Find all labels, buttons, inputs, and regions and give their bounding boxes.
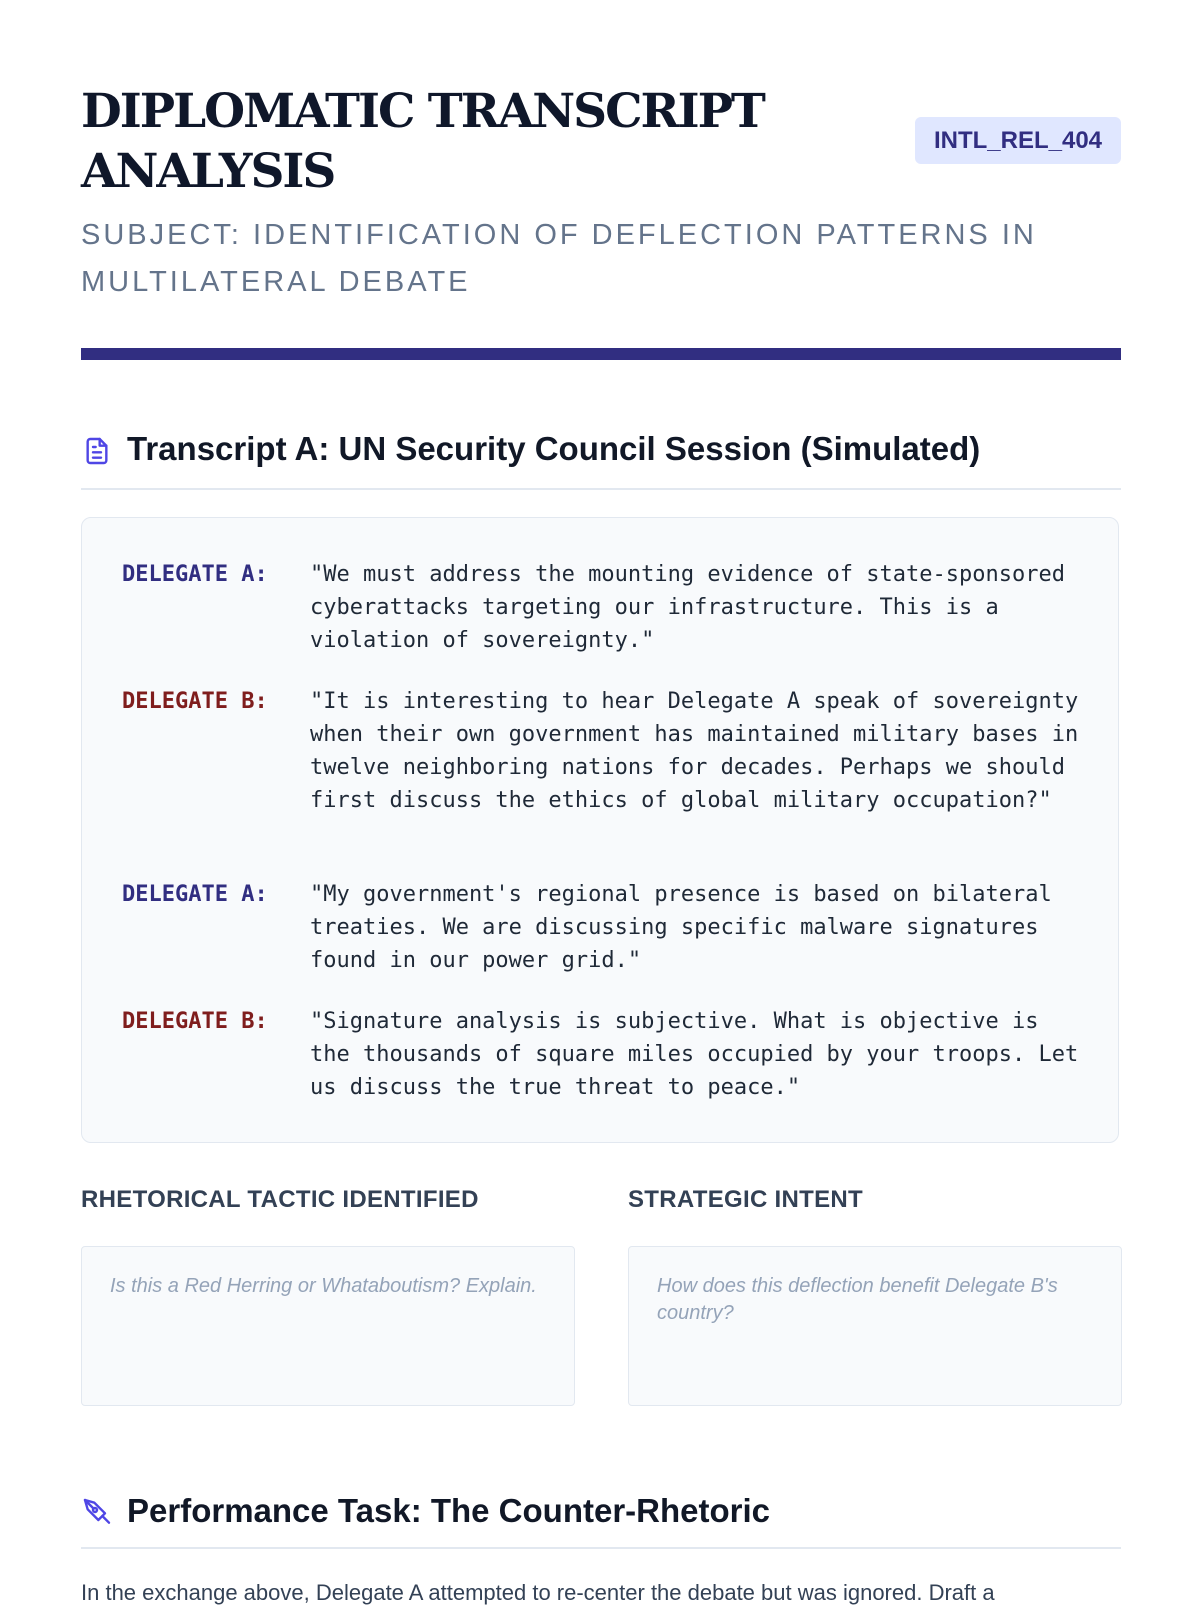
- pen-nib-icon: [81, 1495, 113, 1529]
- document-code-badge: INTL_REL_404: [915, 117, 1121, 164]
- document-icon: [81, 434, 113, 468]
- transcript-section-header: [81, 430, 1121, 490]
- speaker-quote: "We must address the mounting evidence of state-sponsored cyberattacks targeting our infrastructure. This is a violation of sovereignty.": [310, 562, 1065, 653]
- speaker-quote: "It is interesting to hear Delegate A speak of sovereignty when their own government has maintained military bases in twelve neighboring nations for decades. Perhaps we should first discuss the ethics of global military occupation?": [310, 689, 1079, 813]
- task-instructions: In the exchange above, Delegate A attempted to re-center the debate but was ignored. Draft a: [81, 1580, 995, 1605]
- speaker-label: DELEGATE A:: [122, 882, 268, 907]
- transcript-box: [81, 517, 1119, 1143]
- task-heading: Performance Task: The Counter-Rhetoric: [127, 1492, 771, 1529]
- tactic-label: RHETORICAL TACTIC IDENTIFIED: [81, 1186, 479, 1213]
- document-subject: SUBJECT: IDENTIFICATION OF DEFLECTION PATTERNS IN MULTILATERAL DEBATE: [81, 219, 1037, 298]
- intent-input[interactable]: [628, 1246, 1122, 1406]
- speaker-label: DELEGATE B:: [122, 689, 268, 714]
- speaker-label: DELEGATE B:: [122, 1009, 268, 1034]
- intent-label: STRATEGIC INTENT: [628, 1186, 864, 1213]
- document-title: DIPLOMATIC TRANSCRIPT ANALYSIS: [81, 84, 764, 199]
- speaker-label: DELEGATE A:: [122, 562, 268, 587]
- speaker-quote: "My government's regional presence is based on bilateral treaties. We are discussing specific malware signatures found in our power grid.": [310, 882, 1052, 973]
- header-divider: [81, 348, 1121, 360]
- tactic-input[interactable]: [81, 1246, 575, 1406]
- speaker-quote: "Signature analysis is subjective. What is objective is the thousands of square miles occupied by your troops. Let us discuss the true threat to peace.": [310, 1009, 1079, 1100]
- transcript-heading: Transcript A: UN Security Council Session (Simulated): [127, 430, 981, 467]
- task-section-header: [81, 1492, 1121, 1549]
